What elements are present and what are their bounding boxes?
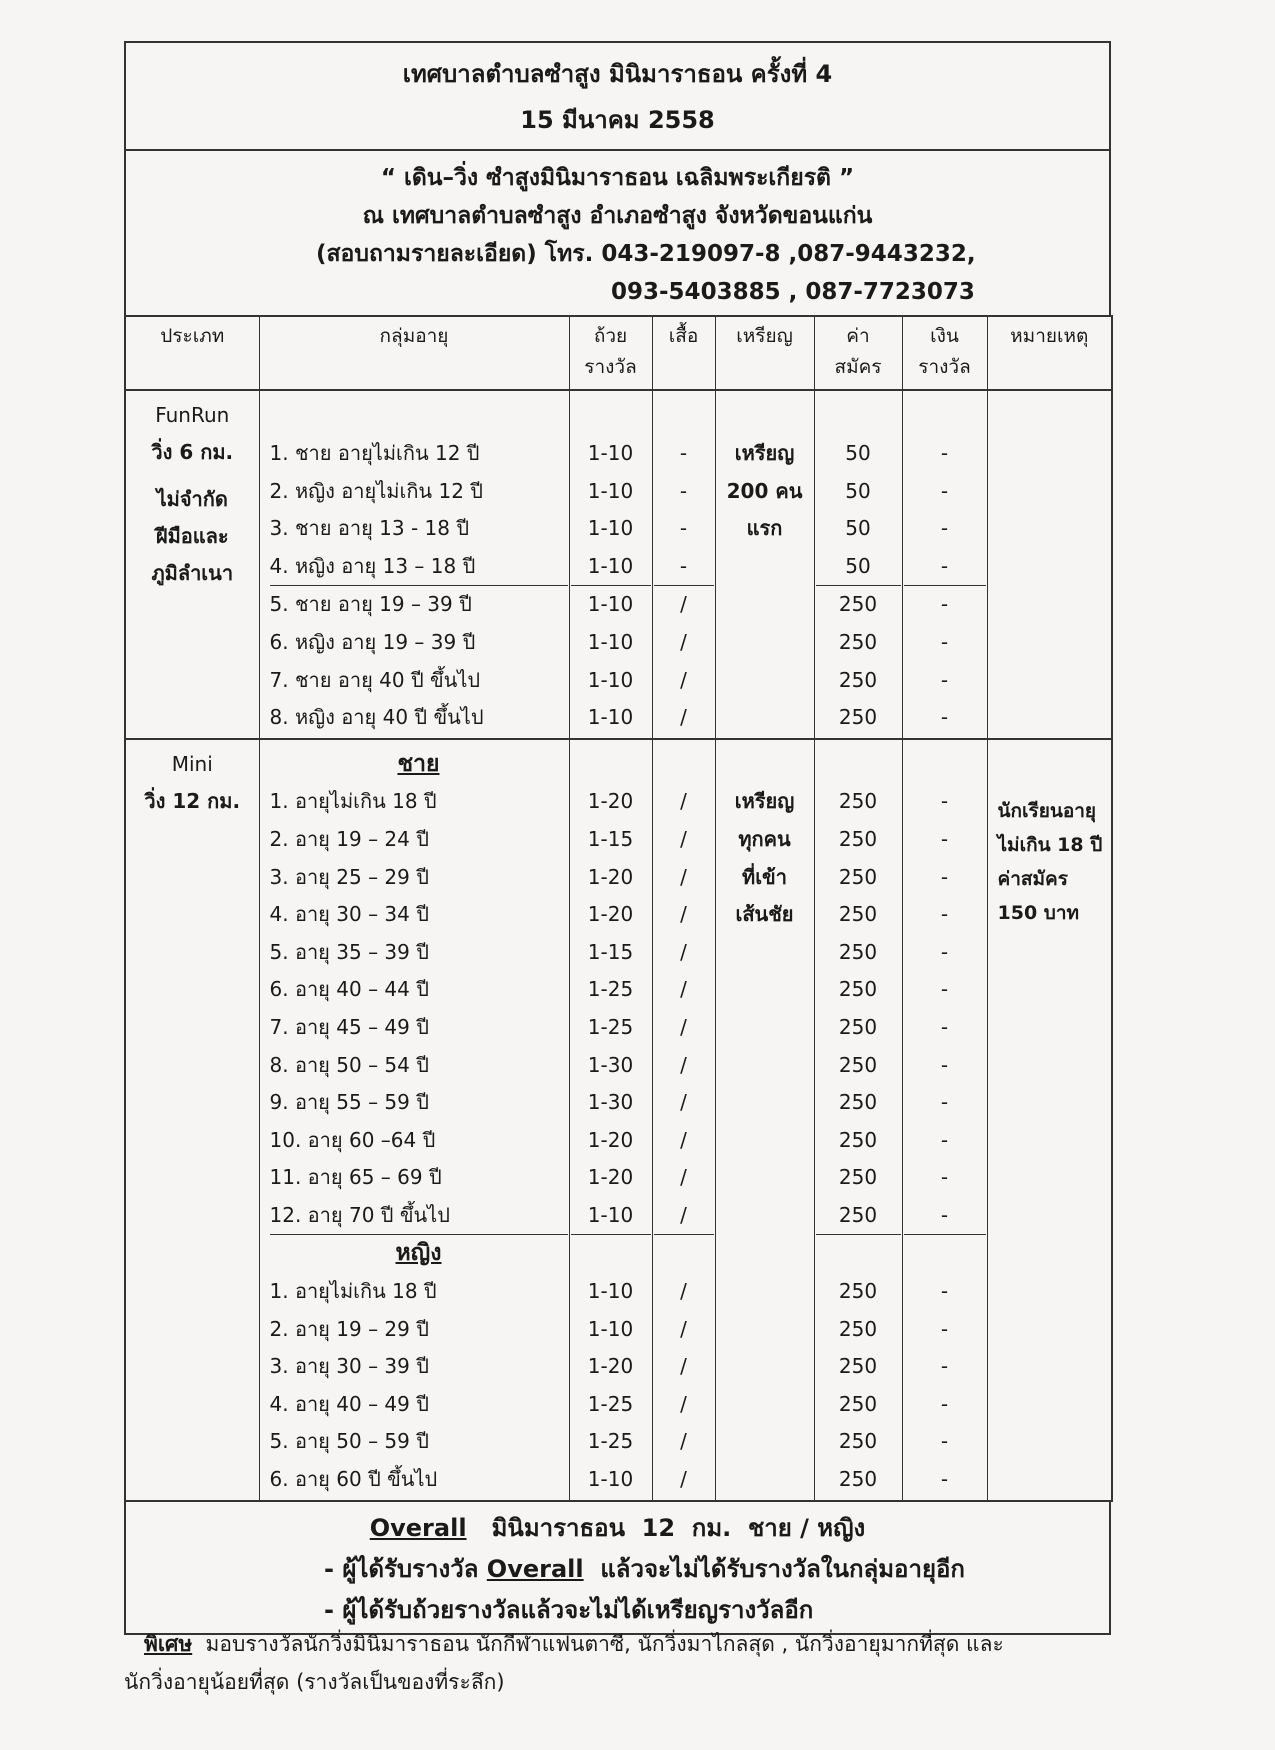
mini-age-list: ชาย 1. อายุไม่เกิน 18 ปี 2. อายุ 19 – 24 ปี 3. อายุ 25 – 29 ปี 4. อายุ 30 – 34 ปี 5. อายุ 35 – 39 ปี 6. อายุ 40 – 44 ปี 7. อายุ 45 – 49 ปี 8. อายุ 50 – 54 ปี 9. อายุ 55 – 59 ปี 10. อายุ 60 –64 ปี 11. อายุ 65 – 69 ปี 12. อายุ 70 ปี ขึ้นไป หญิง 1. อายุไม่เกิน 18 ปี 2. อายุ 19 – 29 ปี 3. อายุ 30 – 39 ปี 4. อายุ 40 – 49 ปี 5. อายุ 50 – 59 ปี 6. อายุ 60 ปี ขึ้นไป xyxy=(259,739,569,1501)
col-age-group: กลุ่มอายุ xyxy=(259,316,569,390)
col-prize: เงิน รางวัล xyxy=(902,316,987,390)
category-table xyxy=(124,315,1113,1502)
col-type: ประเภท xyxy=(125,316,259,390)
event-title: เทศบาลตำบลซำสูง มินิมาราธอน ครั้งที่ 4 xyxy=(402,60,833,88)
special-awards-note xyxy=(124,1625,1124,1701)
mini-medal: เหรียญ ทุกคน ที่เข้า เส้นชัย xyxy=(715,739,814,1501)
funrun-age-list: 1. ชาย อายุไม่เกิน 12 ปี 2. หญิง อายุไม่เกิน 12 ปี 3. ชาย อายุ 13 - 18 ปี 4. หญิง อายุ 13 – 18 ปี 5. ชาย อายุ 19 – 39 ปี 6. หญิง อายุ 19 – 39 ปี 7. ชาย อายุ 40 ปี ขึ้นไป 8. หญิง อายุ 40 ปี ขึ้นไป xyxy=(259,390,569,739)
contact-line-1: (สอบถามรายละเอียด) โทร. 043-219097-8 ,087-9443232, xyxy=(316,241,976,267)
mini-prize-list: - - - - - - - - - - - - - - - - - - xyxy=(902,739,987,1501)
overall-section xyxy=(124,1502,1111,1635)
special-text-2: นักวิ่งอายุน้อยที่สุด (รางวัลเป็นของที่ระลึก) xyxy=(124,1670,505,1694)
funrun-shirt-list: - - - - / / / / xyxy=(652,390,715,739)
event-location: ณ เทศบาลตำบลซำสูง อำเภอซำสูง จังหวัดขอนแก่น xyxy=(362,203,873,229)
special-label: พิเศษ xyxy=(144,1632,193,1656)
female-heading: หญิง xyxy=(395,1240,442,1267)
col-remark: หมายเหตุ xyxy=(987,316,1112,390)
overall-rule-1: - ผู้ได้รับรางวัล Overall แล้วจะไม่ได้รับรางวัลในกลุ่มอายุอีก xyxy=(324,1554,965,1583)
mini-trophy-list: 1-20 1-15 1-20 1-20 1-15 1-25 1-25 1-30 1-30 1-20 1-20 1-10 1-10 1-10 1-20 1-25 1-25 1-10 xyxy=(569,739,652,1501)
male-heading: ชาย xyxy=(397,750,440,777)
funrun-fee-list: 50 50 50 50 250 250 250 250 xyxy=(814,390,902,739)
overall-title: Overall มินิมาราธอน 12 กม. ชาย / หญิง xyxy=(369,1513,866,1542)
contact-line-2: 093-5403885 , 087-7723073 xyxy=(611,279,975,305)
event-date: 15 มีนาคม 2558 xyxy=(520,106,715,134)
funrun-type: FunRun วิ่ง 6 กม. ไม่จำกัด ฝีมือและ ภูมิลำเนา xyxy=(125,390,259,739)
mini-shirt-list: / / / / / / / / / / / / / / / / / / xyxy=(652,739,715,1501)
title-block xyxy=(126,43,1109,151)
mini-type: Mini วิ่ง 12 กม. xyxy=(125,739,259,1501)
table-header-row xyxy=(125,316,1112,390)
overall-rule-2: - ผู้ได้รับถ้วยรางวัลแล้วจะไม่ได้เหรียญรางวัลอีก xyxy=(324,1595,814,1624)
mini-section xyxy=(125,739,1112,1501)
entry-form xyxy=(124,41,1111,1635)
funrun-trophy-list: 1-10 1-10 1-10 1-10 1-10 1-10 1-10 1-10 xyxy=(569,390,652,739)
col-trophy: ถ้วย รางวัล xyxy=(569,316,652,390)
event-info xyxy=(126,151,1109,315)
col-shirt: เสื้อ xyxy=(652,316,715,390)
funrun-medal: เหรียญ 200 คน แรก xyxy=(715,390,814,739)
funrun-prize-list: - - - - - - - - xyxy=(902,390,987,739)
col-medal: เหรียญ xyxy=(715,316,814,390)
special-text-1: มอบรางวัลนักวิ่งมินิมาราธอน นักกีฬาแฟนตาซี, นักวิ่งมาไกลสุด , นักวิ่งอายุมากที่สุด และ xyxy=(192,1632,1004,1656)
event-slogan: “ เดิน–วิ่ง ซำสูงมินิมาราธอน เฉลิมพระเกียรติ ” xyxy=(380,165,855,191)
funrun-remark xyxy=(987,390,1112,739)
mini-remark: นักเรียนอายุ ไม่เกิน 18 ปี ค่าสมัคร 150 บาท xyxy=(987,739,1112,1501)
funrun-section xyxy=(125,390,1112,739)
form-header xyxy=(124,41,1111,315)
col-fee: ค่า สมัคร xyxy=(814,316,902,390)
mini-fee-list: 250 250 250 250 250 250 250 250 250 250 250 250 250 250 250 250 250 250 xyxy=(814,739,902,1501)
